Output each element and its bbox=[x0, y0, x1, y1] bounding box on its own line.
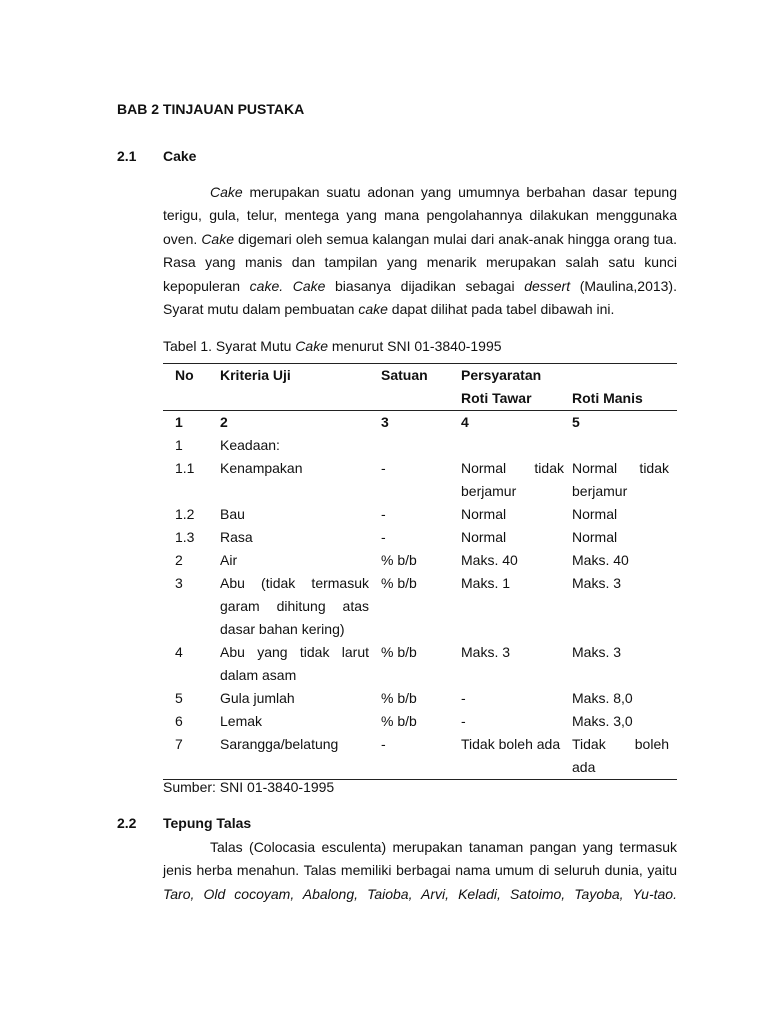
header-roti-manis: Roti Manis bbox=[572, 390, 643, 406]
cell-roti-manis: Maks. 3,0 bbox=[572, 713, 633, 729]
cell-satuan: % b/b bbox=[381, 713, 417, 729]
index-cell: 5 bbox=[572, 414, 580, 430]
header-roti-tawar: Roti Tawar bbox=[461, 390, 532, 406]
section-paragraph bbox=[163, 181, 677, 321]
paragraph-line: Syarat mutu dalam pembuatan cake dapat dilihat pada tabel dibawah ini. bbox=[163, 300, 615, 317]
index-cell: 2 bbox=[220, 414, 228, 430]
table-row bbox=[163, 549, 677, 572]
table-header-row bbox=[163, 364, 677, 388]
paragraph-line: kepopuleran cake. Cake biasanya dijadikan sebagai dessert (Maulina,2013). bbox=[163, 277, 677, 294]
paragraph-line: Talas (Colocasia esculenta) merupakan tanaman pangan yang termasuk bbox=[210, 839, 677, 855]
cell-kriteria: Sarangga/belatung bbox=[220, 736, 339, 752]
cell-roti-tawar: Tidak boleh ada bbox=[461, 736, 561, 752]
cell-roti-tawar bbox=[461, 434, 572, 457]
cell-roti-manis: Normal bbox=[572, 529, 618, 545]
cell-roti-tawar: Normal tidak berjamur bbox=[461, 460, 564, 499]
cell-roti-manis: Maks. 40 bbox=[572, 552, 629, 568]
cell-kriteria: Kenampakan bbox=[220, 460, 303, 476]
index-cell: 1 bbox=[175, 414, 183, 430]
table-row bbox=[163, 457, 677, 503]
cell-kriteria: Gula jumlah bbox=[220, 690, 295, 706]
cell-kriteria: Lemak bbox=[220, 713, 263, 729]
cell-satuan: - bbox=[381, 506, 386, 522]
table-subheader-row bbox=[163, 387, 677, 411]
cell-satuan: % b/b bbox=[381, 575, 417, 591]
cell-satuan bbox=[381, 434, 461, 457]
table-row bbox=[163, 641, 677, 687]
index-cell: 3 bbox=[381, 414, 389, 430]
cell-roti-tawar: Normal bbox=[461, 506, 507, 522]
header-no: No bbox=[175, 367, 194, 383]
table-row bbox=[163, 733, 677, 780]
table-row bbox=[163, 572, 677, 641]
cell-roti-manis bbox=[572, 434, 677, 457]
syarat-mutu-table bbox=[163, 363, 677, 780]
cell-roti-manis: Maks. 8,0 bbox=[572, 690, 633, 706]
cell-roti-tawar: Maks. 3 bbox=[461, 644, 511, 660]
cell-satuan: % b/b bbox=[381, 690, 417, 706]
chapter-title: BAB 2 TINJAUAN PUSTAKA bbox=[117, 101, 305, 117]
cell-no: 5 bbox=[175, 690, 183, 706]
cell-no: 4 bbox=[175, 644, 183, 660]
cell-no: 1.3 bbox=[175, 529, 195, 545]
paragraph-line: Rasa yang manis dan tampilan yang menarik merupakan salah satu kunci bbox=[163, 254, 677, 271]
table-row bbox=[163, 710, 677, 733]
header-persyaratan: Persyaratan bbox=[461, 367, 542, 383]
table-row bbox=[163, 687, 677, 710]
cell-kriteria: Bau bbox=[220, 506, 245, 522]
cell-kriteria: Abu yang tidak larut dalam asam bbox=[220, 644, 369, 683]
index-cell: 4 bbox=[461, 414, 469, 430]
cell-roti-tawar: - bbox=[461, 690, 466, 706]
cell-no: 2 bbox=[175, 552, 183, 568]
cell-satuan: - bbox=[381, 529, 386, 545]
paragraph-line: Cake merupakan suatu adonan yang umumnya berbahan dasar tepung bbox=[210, 184, 677, 200]
cell-satuan: - bbox=[381, 736, 386, 752]
table-row bbox=[163, 434, 677, 457]
section-title: Tepung Talas bbox=[163, 815, 252, 831]
cell-kriteria: Air bbox=[220, 552, 238, 568]
paragraph-line: terigu, gula, telur, mentega yang mana pengolahannya dilakukan menggunaka bbox=[163, 207, 677, 224]
cell-roti-tawar: Maks. 1 bbox=[461, 575, 511, 591]
cell-roti-tawar: Maks. 40 bbox=[461, 552, 518, 568]
table-row bbox=[163, 503, 677, 526]
cell-no: 1.1 bbox=[175, 460, 195, 476]
cell-satuan: - bbox=[381, 460, 386, 476]
table-body bbox=[163, 434, 677, 780]
table-caption: Tabel 1. Syarat Mutu Cake menurut SNI 01-3840-1995 bbox=[163, 338, 502, 354]
cell-kriteria: Abu (tidak termasuk garam dihitung atas dasar bahan kering) bbox=[220, 575, 369, 637]
section-paragraph bbox=[163, 836, 677, 906]
paragraph-line: oven. Cake digemari oleh semua kalangan mulai dari anak-anak hingga orang tua. bbox=[163, 230, 677, 247]
cell-kriteria: Keadaan: bbox=[220, 437, 280, 453]
cell-roti-manis: Maks. 3 bbox=[572, 644, 622, 660]
table-source: Sumber: SNI 01-3840-1995 bbox=[163, 779, 335, 795]
section-number: 2.2 bbox=[117, 815, 137, 831]
cell-roti-manis: Tidak boleh ada bbox=[572, 736, 670, 775]
table-row bbox=[163, 526, 677, 549]
cell-no: 1.2 bbox=[175, 506, 195, 522]
cell-no: 3 bbox=[175, 575, 183, 591]
cell-no: 6 bbox=[175, 713, 183, 729]
paragraph-line: Taro, Old cocoyam, Abalong, Taioba, Arvi, Keladi, Satoimo, Tayoba, Yu-tao. bbox=[163, 885, 677, 902]
cell-roti-tawar: Normal bbox=[461, 529, 507, 545]
cell-roti-manis: Maks. 3 bbox=[572, 575, 622, 591]
cell-roti-tawar: - bbox=[461, 713, 466, 729]
cell-roti-manis: Normal bbox=[572, 506, 618, 522]
cell-roti-manis: Normal tidak berjamur bbox=[572, 460, 670, 499]
paragraph-line: jenis herba menahun. Talas memiliki berbagai nama umum di seluruh dunia, yaitu bbox=[163, 862, 677, 879]
cell-kriteria: Rasa bbox=[220, 529, 253, 545]
header-kriteria: Kriteria Uji bbox=[220, 367, 291, 383]
cell-satuan: % b/b bbox=[381, 552, 417, 568]
header-satuan: Satuan bbox=[381, 367, 428, 383]
cell-satuan: % b/b bbox=[381, 644, 417, 660]
section-title: Cake bbox=[163, 148, 197, 164]
cell-no: 1 bbox=[175, 437, 183, 453]
section-number: 2.1 bbox=[117, 148, 137, 164]
table-container bbox=[163, 363, 677, 780]
cell-no: 7 bbox=[175, 736, 183, 752]
table-index-row bbox=[163, 411, 677, 435]
